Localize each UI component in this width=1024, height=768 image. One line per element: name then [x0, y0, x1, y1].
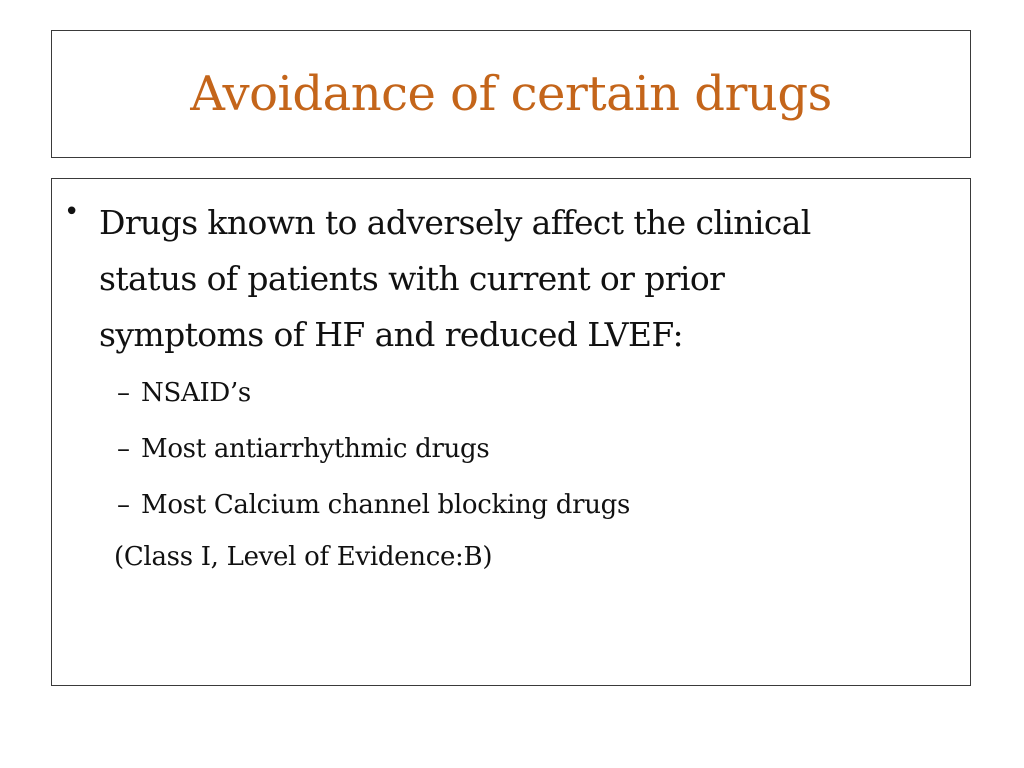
sub-bullet-item	[117, 477, 630, 533]
bullet-text	[52, 195, 970, 363]
sub-bullet-text: NSAID’s	[141, 378, 251, 408]
bullet-line: Drugs known to adversely affect the clinical	[99, 203, 811, 242]
bullet-line: status of patients with current or prior	[99, 259, 725, 298]
sub-bullet-item	[117, 365, 630, 421]
content-box	[51, 178, 971, 686]
bullet-line: symptoms of HF and reduced LVEF:	[99, 315, 683, 354]
evidence-note: (Class I, Level of Evidence:B)	[114, 542, 493, 572]
slide-title: Avoidance of certain drugs	[190, 66, 832, 122]
dash-icon: –	[117, 490, 130, 520]
sub-bullet-text: Most antiarrhythmic drugs	[141, 434, 490, 464]
title-box	[51, 30, 971, 158]
bullet-icon: •	[64, 197, 80, 227]
dash-icon: –	[117, 378, 130, 408]
bullet-item	[52, 195, 970, 363]
dash-icon: –	[117, 434, 130, 464]
sub-bullet-text: Most Calcium channel blocking drugs	[141, 490, 631, 520]
sub-bullet-list	[117, 365, 630, 533]
sub-bullet-item	[117, 421, 630, 477]
